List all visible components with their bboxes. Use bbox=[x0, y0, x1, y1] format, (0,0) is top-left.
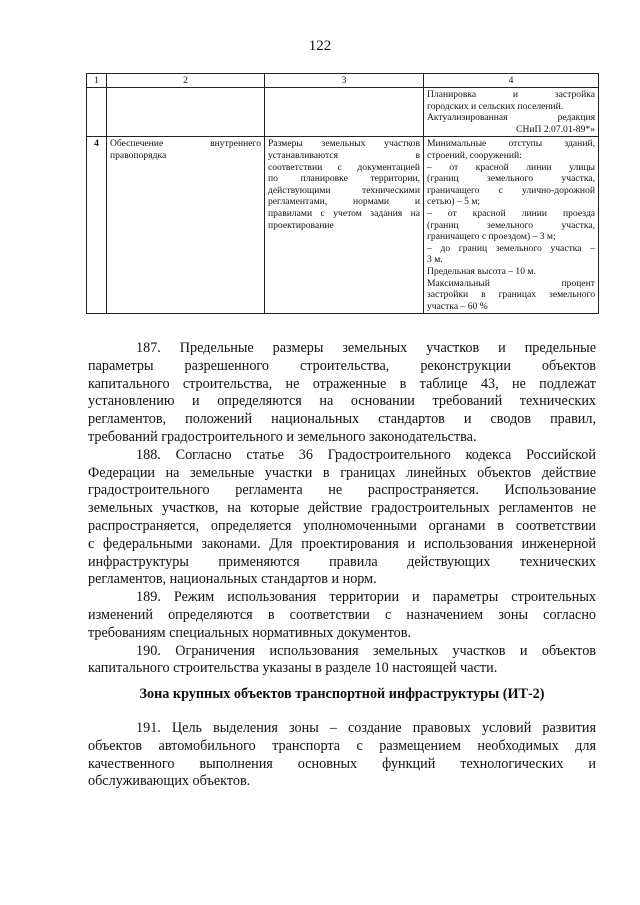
cell-line: 3 м. bbox=[427, 254, 443, 266]
text-line: требований градостроительного и земельного законодательства. bbox=[88, 428, 477, 445]
text-line: регламентов, национальных стандартов и норм. bbox=[88, 571, 377, 588]
text-line: изменений определяются в соответствии с назначением зоны согласно bbox=[88, 606, 596, 623]
text-line: распространяется, определяется уполномоченными органами в соответствии bbox=[88, 517, 596, 534]
text-line: 187. Предельные размеры земельных участков и предельные bbox=[136, 340, 596, 356]
body-section-main bbox=[88, 340, 596, 678]
paragraph-191 bbox=[88, 720, 596, 791]
cell-line: сетью) – 5 м; bbox=[427, 196, 481, 208]
table-header-row bbox=[87, 74, 599, 88]
section-heading: Зона крупных объектов транспортной инфраструктуры (ИТ-2) bbox=[139, 686, 545, 702]
cell-line: граничащего с проездом) – 3 м; bbox=[427, 231, 556, 243]
text-line: Федерации на земельные участки в границах линейных объектов действие bbox=[88, 464, 596, 481]
continuation-cell bbox=[424, 88, 599, 137]
text-line: земельных участков, на которые действие градостроительных регламентов не bbox=[88, 500, 596, 517]
row-plot-sizes bbox=[265, 137, 424, 314]
cell-line: правилами с учетом задания на bbox=[268, 207, 420, 219]
col-header-1: 1 bbox=[87, 74, 107, 88]
cell-line: Максимальный процент bbox=[427, 277, 595, 289]
cell-line: строений, сооружений: bbox=[427, 149, 522, 161]
body-section-it2 bbox=[88, 720, 596, 791]
cell-line: Минимальные отступы зданий, bbox=[427, 138, 595, 150]
cell-line: соответствии с документацией bbox=[268, 161, 420, 173]
paragraph-190 bbox=[88, 643, 596, 679]
text-line: 188. Согласно статье 36 Градостроительного кодекса Российской bbox=[136, 446, 596, 463]
cell-line: проектирование bbox=[268, 219, 334, 231]
paragraph-188 bbox=[88, 447, 596, 589]
regulation-table bbox=[86, 73, 599, 314]
text-line: 189. Режим использования территории и параметры строительных bbox=[136, 589, 596, 606]
cell-line: – до границ земельного участка – bbox=[427, 242, 595, 254]
cell-line: правопорядка bbox=[110, 149, 167, 161]
text-line: 190. Ограничения использования земельных участков и объектов bbox=[136, 642, 596, 659]
cell-line: Размеры земельных участков bbox=[268, 138, 420, 150]
col-header-2: 2 bbox=[107, 74, 265, 88]
cell-line: Предельная высота – 10 м. bbox=[427, 265, 536, 277]
text-line: с федеральными законами. Для проектирования и использования инженерной bbox=[88, 535, 596, 552]
col-header-4: 4 bbox=[424, 74, 599, 88]
cell-line: – от красной линии проезда bbox=[427, 207, 595, 219]
paragraph-187 bbox=[88, 340, 596, 447]
cell-line: Обеспечение внутреннего bbox=[110, 138, 261, 150]
cell-line: действующими техническими bbox=[268, 184, 420, 196]
table-continuation-row bbox=[87, 88, 599, 137]
table-row bbox=[87, 137, 599, 314]
cell-line: по планировке территории, bbox=[268, 173, 420, 185]
text-line: капитального строительства, не отраженные в таблице 43, не подлежат bbox=[88, 375, 596, 392]
cell-line: (границ земельного участка, bbox=[427, 173, 595, 185]
cell-line: Планировка и застройка bbox=[427, 89, 595, 100]
cell-line: устанавливаются в bbox=[268, 149, 420, 161]
page-number: 122 bbox=[308, 38, 332, 54]
row-number: 4 bbox=[87, 137, 107, 314]
cell-line: городских и сельских поселений. bbox=[427, 100, 564, 112]
cell-line: регламентами, нормами и bbox=[268, 196, 420, 208]
text-line: инфраструктуры применяются правила действующих технических bbox=[88, 553, 596, 570]
text-line: капитального строительства указаны в разделе 10 настоящей части. bbox=[88, 660, 498, 677]
cell-line: участка – 60 % bbox=[427, 300, 488, 312]
cell-line: застройки в границах земельного bbox=[427, 289, 595, 301]
text-line: требованиям специальных нормативных документов. bbox=[88, 624, 411, 641]
col-header-3: 3 bbox=[265, 74, 424, 88]
text-line: 191. Цель выделения зоны – создание правовых условий развития bbox=[136, 720, 596, 736]
row-zone-purpose bbox=[107, 137, 265, 314]
cell-line: граничащего с улично-дорожной bbox=[427, 184, 595, 196]
text-line: установлению и определяются на основании требований технических bbox=[88, 393, 596, 410]
text-line: градостроительного регламента не распространяется. Использование bbox=[88, 482, 596, 499]
text-line: качественного выполнения основных функций технологических и bbox=[88, 755, 596, 772]
paragraph-189 bbox=[88, 589, 596, 642]
cell-line: – от красной линии улицы bbox=[427, 161, 595, 173]
text-line: обслуживающих объектов. bbox=[88, 773, 251, 790]
text-line: регламентов, положений национальных стандартов и сводов правил, bbox=[88, 411, 596, 428]
text-line: параметры разрешенного строительства, реконструкции объектов bbox=[88, 357, 596, 374]
cell-line: Актуализированная редакция bbox=[427, 112, 595, 124]
row-building-params bbox=[424, 137, 599, 314]
cell-line: (границ земельного участка, bbox=[427, 219, 595, 231]
cell-line: СНиП 2.07.01-89*» bbox=[516, 123, 595, 135]
text-line: объектов автомобильного транспорта с размещением необходимых для bbox=[88, 737, 596, 754]
